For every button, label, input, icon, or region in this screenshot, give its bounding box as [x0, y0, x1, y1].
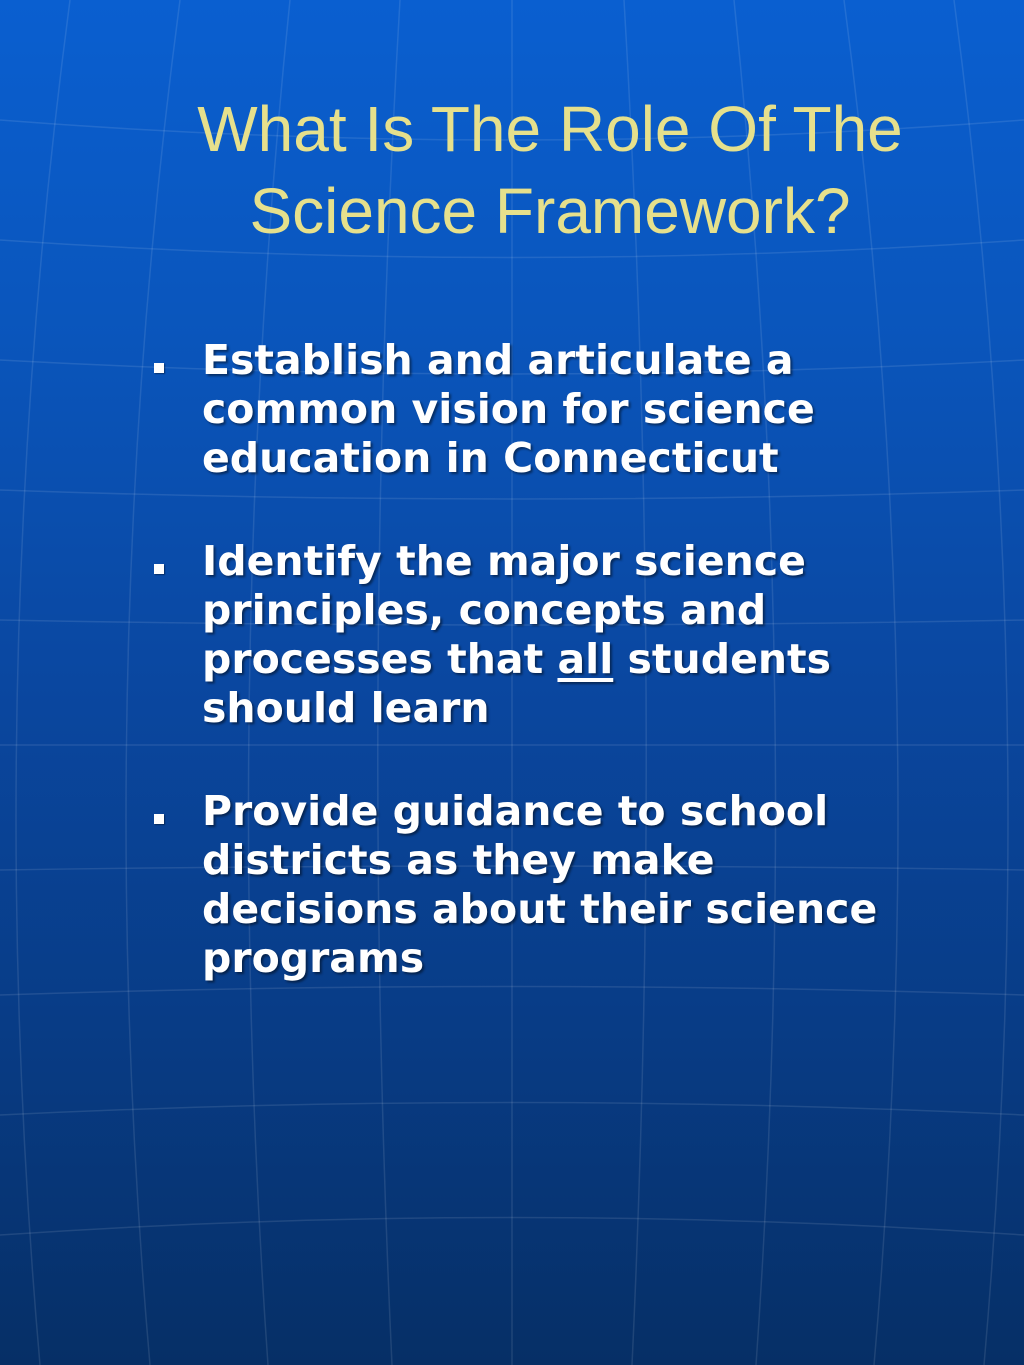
- bullet-text: Provide guidance to school districts as they make decisions about their science programs: [202, 787, 878, 982]
- square-bullet-icon: [154, 564, 164, 574]
- square-bullet-icon: [154, 814, 164, 824]
- bullet-list: [150, 336, 930, 1037]
- bullet-item-principles: [150, 537, 930, 733]
- bullet-item-vision: [150, 336, 930, 483]
- bullet-emphasis-all: all: [557, 635, 614, 683]
- bullet-text: Establish and articulate a common vision for science education in Connecticut: [202, 336, 815, 482]
- bullet-text-after: students should learn: [202, 635, 832, 732]
- bullet-text-before: Identify the major science principles, concepts and processes that: [202, 537, 806, 683]
- square-bullet-icon: [154, 363, 164, 373]
- bullet-item-guidance: [150, 787, 930, 983]
- slide-title: What Is The Role Of The Science Framework?: [197, 93, 903, 247]
